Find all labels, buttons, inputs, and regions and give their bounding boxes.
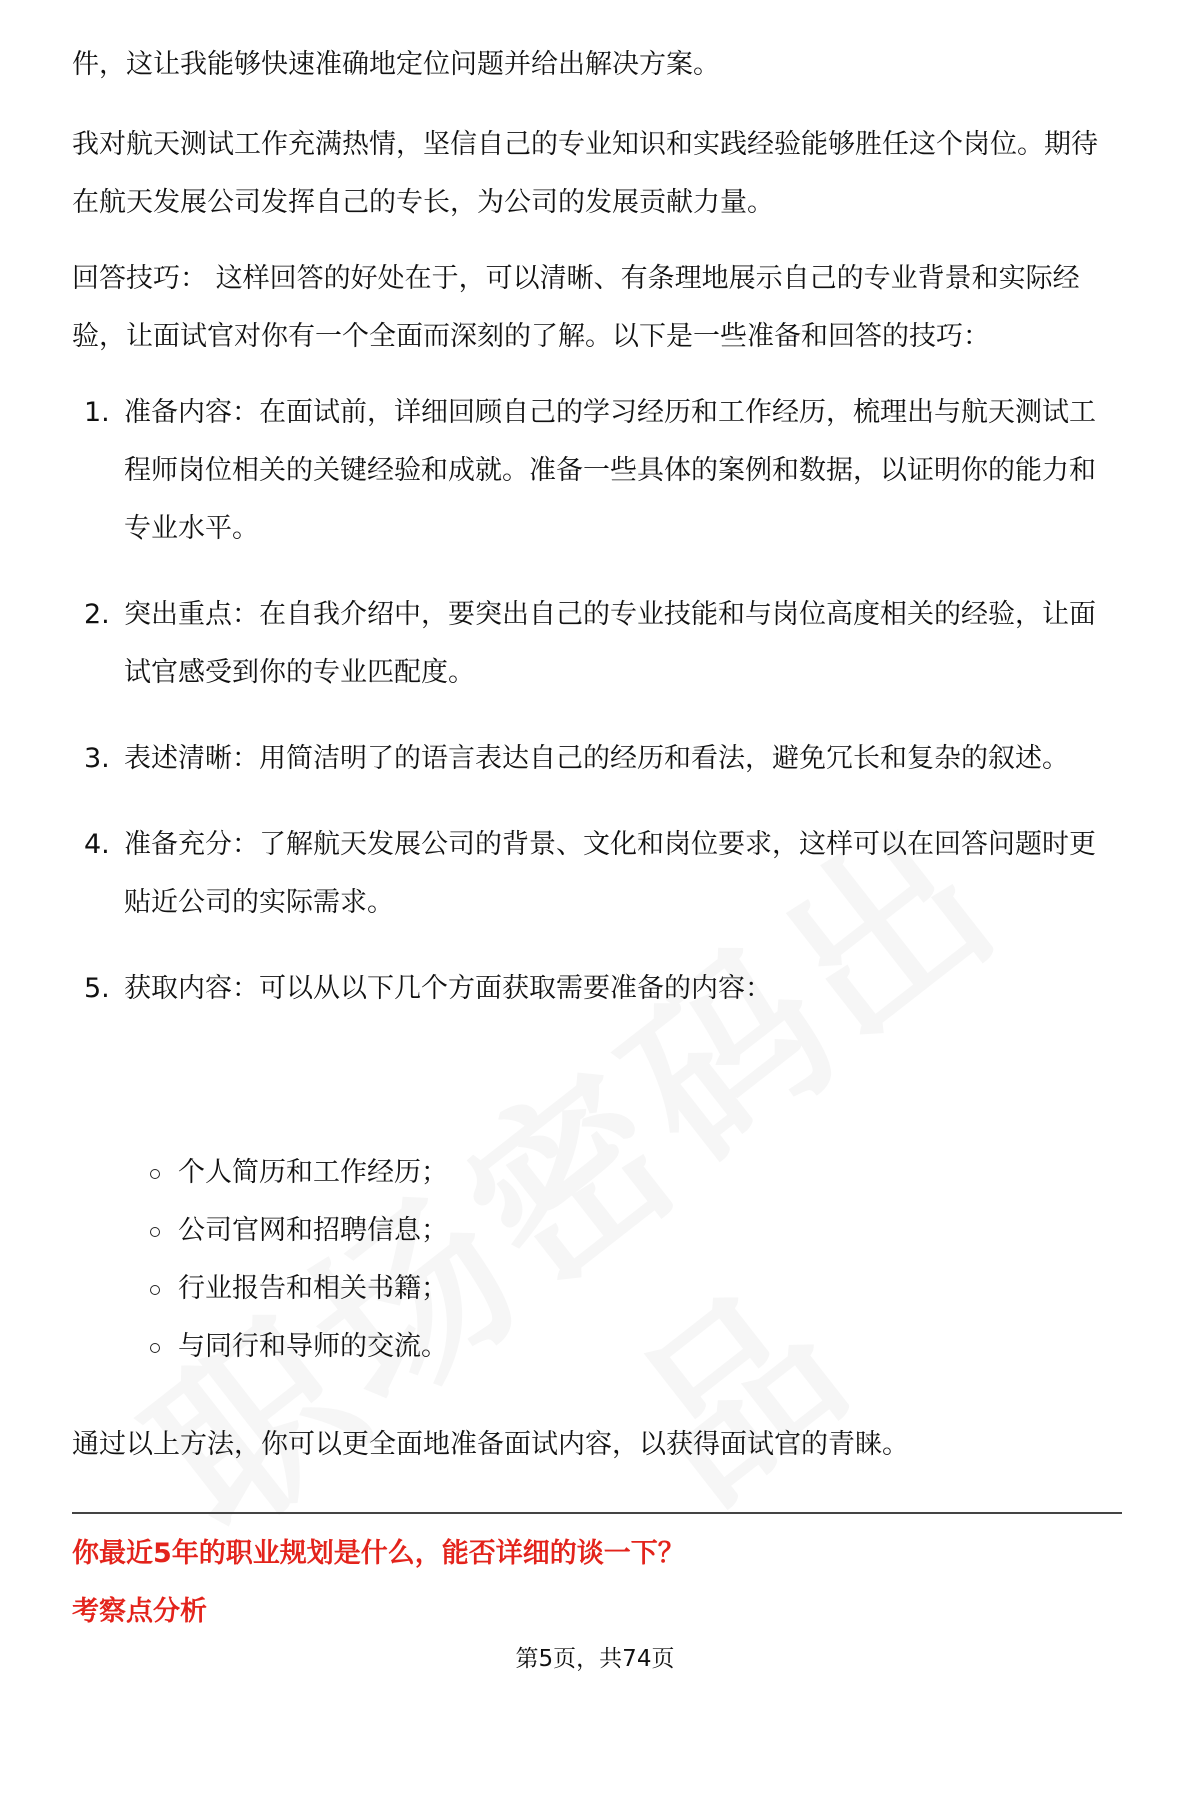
tip-number: 3. <box>84 743 110 774</box>
tip-item <box>72 960 1122 1018</box>
tip-number: 5. <box>84 973 110 1004</box>
paragraph-closing: 通过以上方法，你可以更全面地准备面试内容，以获得面试官的青睐。 <box>72 1429 909 1460</box>
tip-number: 2. <box>84 599 110 630</box>
analysis-heading: 考察点分析 <box>72 1596 207 1627</box>
source-item: 行业报告和相关书籍； <box>150 1260 448 1318</box>
next-question-heading: 你最近5年的职业规划是什么，能否详细的谈一下？ <box>72 1538 685 1569</box>
bullet-circle-icon <box>150 1285 160 1295</box>
tip-text: 表述清晰：用简洁明了的语言表达自己的经历和看法，避免冗长和复杂的叙述。 <box>124 743 1069 774</box>
tip-text: 准备充分：了解航天发展公司的背景、文化和岗位要求，这样可以在回答问题时更贴近公司的实际需求。 <box>124 829 1096 918</box>
tips-list <box>72 384 1122 1018</box>
sources-list <box>150 1144 448 1376</box>
tip-item <box>72 730 1122 788</box>
source-item: 与同行和导师的交流。 <box>150 1318 448 1376</box>
bullet-circle-icon <box>150 1343 160 1353</box>
source-item: 公司官网和招聘信息； <box>150 1202 448 1260</box>
tip-text: 准备内容：在面试前，详细回顾自己的学习经历和工作经历，梳理出与航天测试工程师岗位相关的关键经验和成就。准备一些具体的案例和数据，以证明你的能力和专业水平。 <box>124 397 1096 544</box>
paragraph-answer-tips: 回答技巧： 这样回答的好处在于，可以清晰、有条理地展示自己的专业背景和实际经验，让面试官对你有一个全面而深刻的了解。以下是一些准备和回答的技巧： <box>72 263 1080 352</box>
tip-text: 获取内容：可以从以下几个方面获取需要准备的内容： <box>124 973 772 1004</box>
tip-item <box>72 384 1122 558</box>
tip-text: 突出重点：在自我介绍中，要突出自己的专业技能和与岗位高度相关的经验，让面试官感受到你的专业匹配度。 <box>124 599 1096 688</box>
tip-item <box>72 816 1122 932</box>
tip-item <box>72 586 1122 702</box>
section-divider <box>72 1512 1122 1514</box>
page-number: 第5页，共74页 <box>515 1646 675 1672</box>
paragraph-continuation: 件，这让我能够快速准确地定位问题并给出解决方案。 <box>72 49 720 80</box>
tip-number: 4. <box>84 829 110 860</box>
paragraph-enthusiasm: 我对航天测试工作充满热情，坚信自己的专业知识和实践经验能够胜任这个岗位。期待在航天发展公司发挥自己的专长，为公司的发展贡献力量。 <box>72 129 1098 218</box>
tip-number: 1. <box>84 397 110 428</box>
bullet-circle-icon <box>150 1169 160 1179</box>
bullet-circle-icon <box>150 1227 160 1237</box>
source-item: 个人简历和工作经历； <box>150 1144 448 1202</box>
